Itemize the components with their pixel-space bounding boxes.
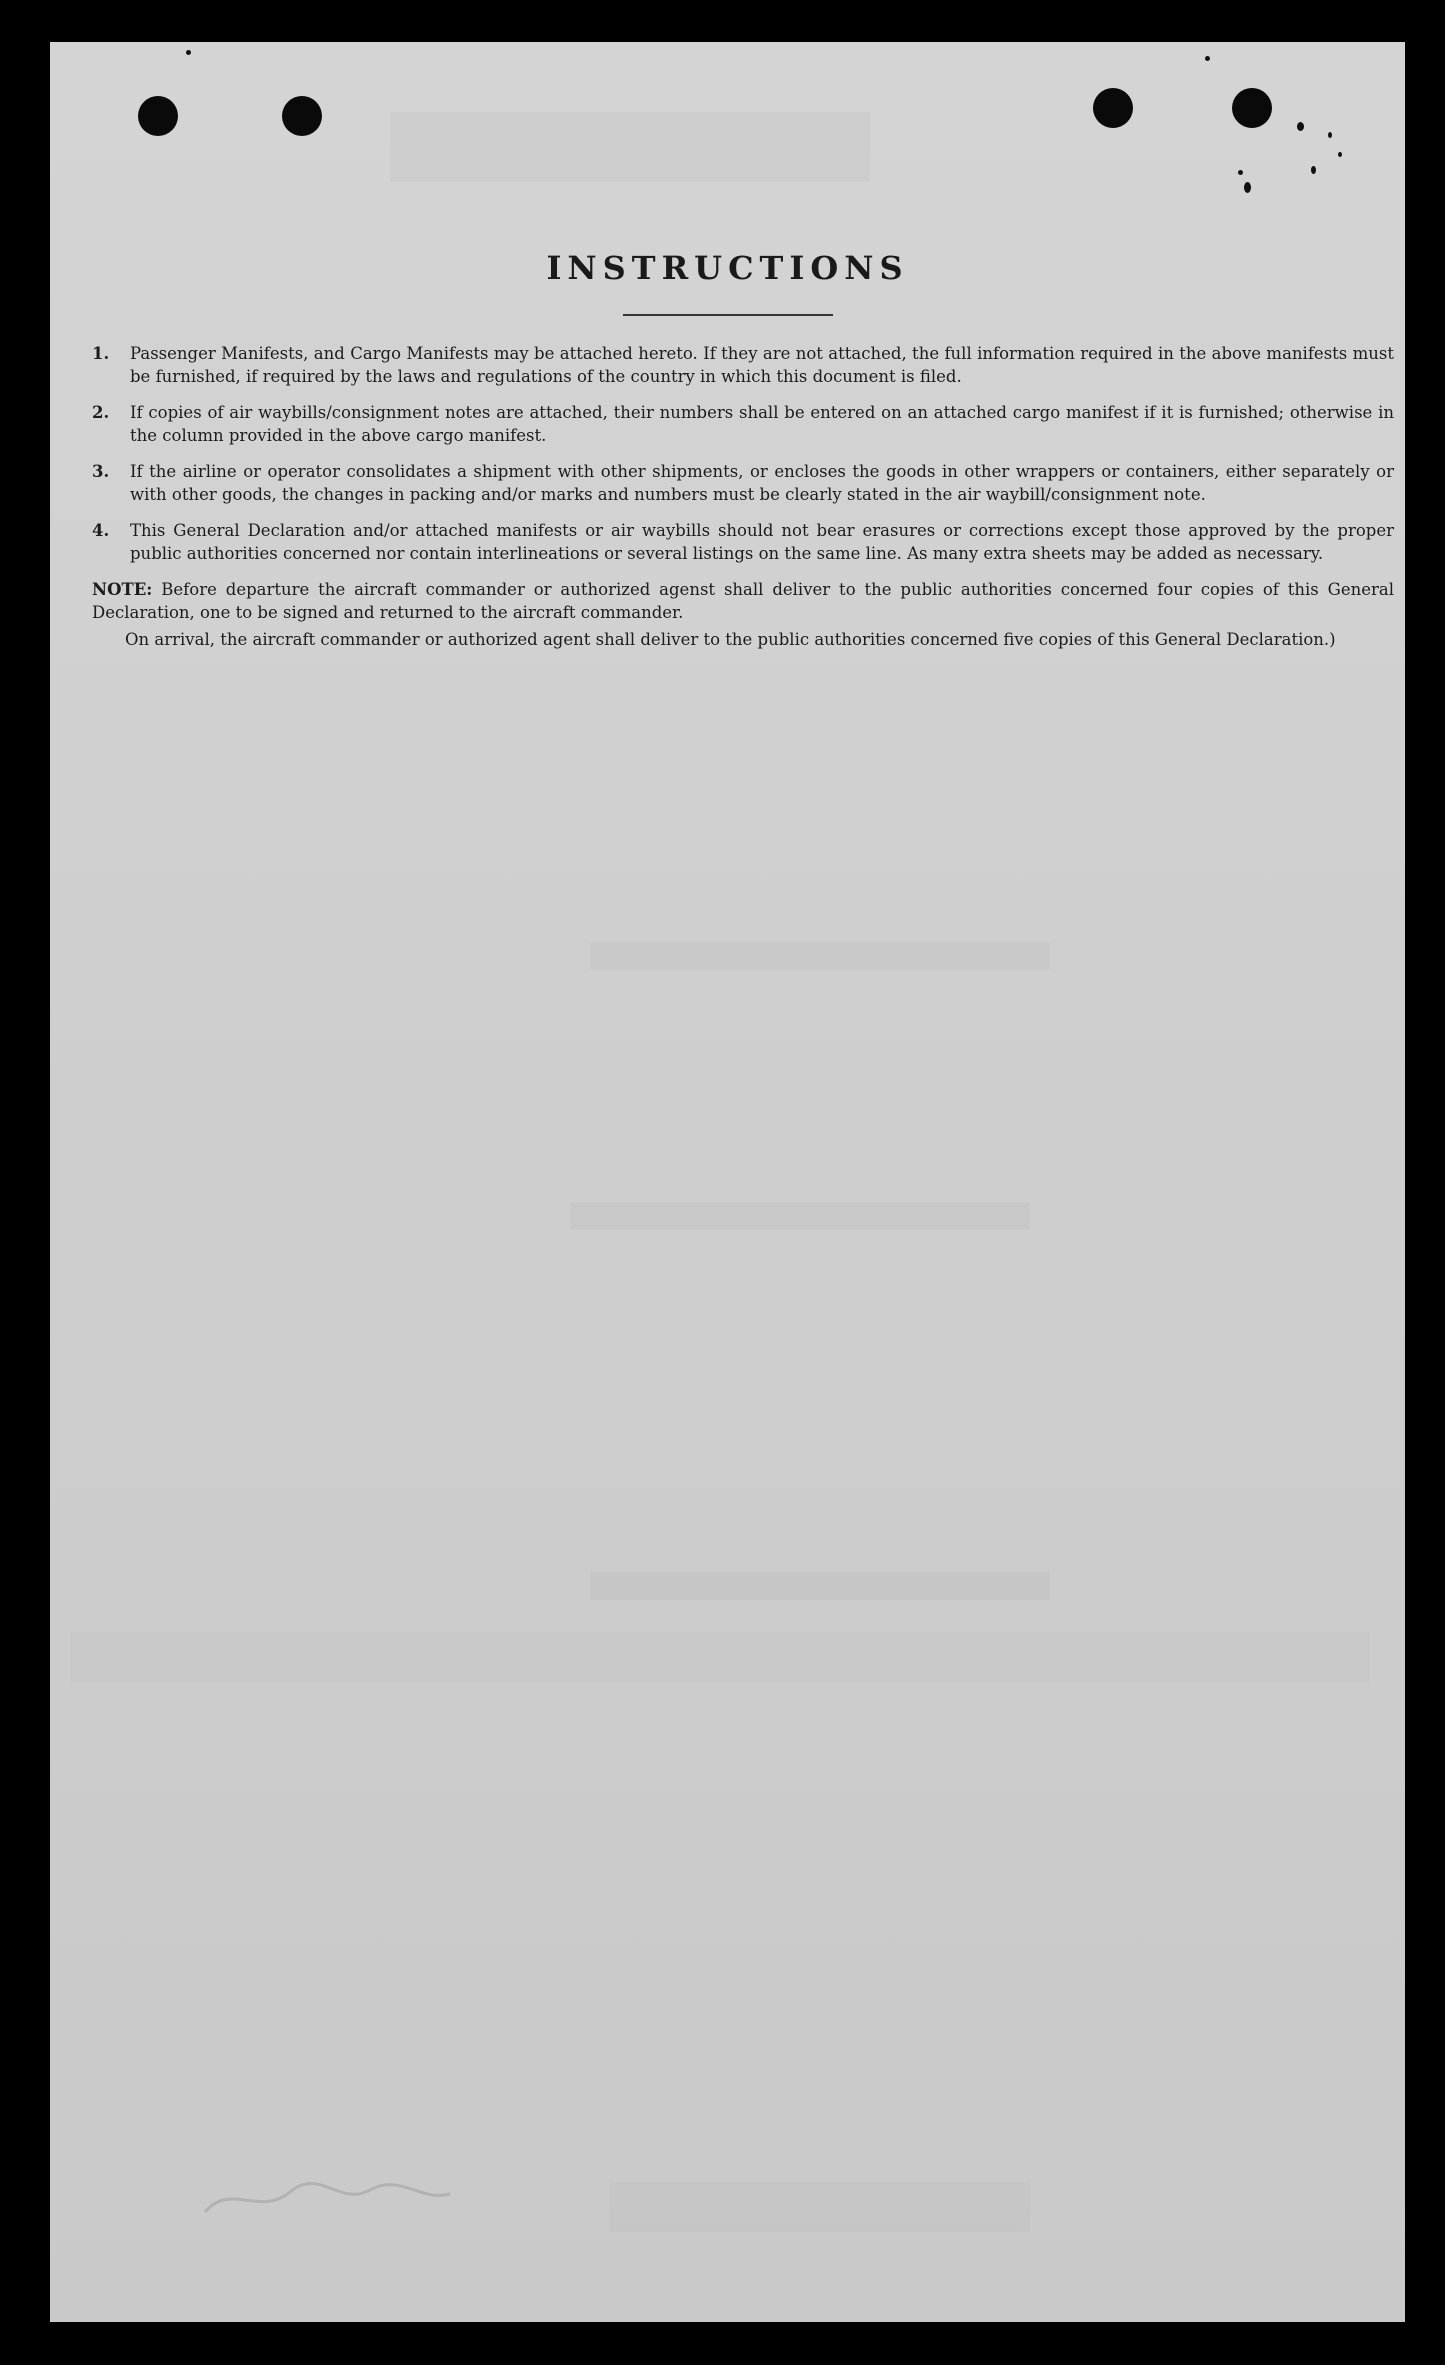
bleed-through-band xyxy=(590,1572,1050,1600)
bleed-through-band xyxy=(390,112,870,182)
bleed-through-band xyxy=(610,2182,1030,2232)
bleed-through-band xyxy=(570,1202,1030,1230)
instructions-title: INSTRUCTIONS xyxy=(546,249,909,287)
note-text: Before departure the aircraft commander or authorized agenst shall deliver to the public authorities concerned four copies of this General Declaration, one to be signed and returned to the aircraft commander. xyxy=(92,580,1394,622)
speck xyxy=(186,50,191,55)
document-page xyxy=(50,42,1405,2322)
note-arrival-paragraph: On arrival, the aircraft commander or authorized agent shall deliver to the public authorities concerned five copies of this General Declaration.) xyxy=(125,630,1336,649)
instruction-item xyxy=(92,401,1394,447)
instruction-item xyxy=(92,342,1394,388)
speck xyxy=(1338,152,1342,157)
instructions-list xyxy=(92,342,1394,651)
speck xyxy=(1238,170,1243,175)
speck xyxy=(1328,132,1332,138)
speck xyxy=(1297,122,1304,131)
instruction-item xyxy=(92,460,1394,506)
note-label: NOTE: xyxy=(92,580,153,599)
item-text: If the airline or operator consolidates a shipment with other shipments, or encloses the goods in other wrappers or containers, either separately or with other goods, the changes in packing and/or marks and numbers must be clearly stated in the air waybill/consignment note. xyxy=(130,462,1394,504)
punch-hole-left-2 xyxy=(282,96,322,136)
item-text: If copies of air waybills/consignment notes are attached, their numbers shall be entered on an attached cargo manifest if it is furnished; otherwise in the column provided in the above cargo manifest. xyxy=(130,403,1394,445)
punch-hole-right-1 xyxy=(1093,88,1133,128)
bleed-through-band xyxy=(70,1632,1370,1682)
speck xyxy=(1205,56,1210,61)
item-number: 4. xyxy=(92,521,110,540)
instruction-item xyxy=(92,519,1394,565)
item-number: 1. xyxy=(92,344,110,363)
note-paragraph xyxy=(92,578,1394,624)
item-number: 3. xyxy=(92,462,110,481)
title-underline xyxy=(623,314,833,316)
faint-signature-bleed-through xyxy=(200,2172,460,2222)
punch-hole-left-1 xyxy=(138,96,178,136)
item-text: Passenger Manifests, and Cargo Manifests may be attached hereto. If they are not attached, the full information required in the above manifests must be furnished, if required by the laws and regulations of the country in which this document is filed. xyxy=(130,344,1394,386)
item-number: 2. xyxy=(92,403,110,422)
punch-hole-right-2 xyxy=(1232,88,1272,128)
speck xyxy=(1311,166,1316,174)
speck xyxy=(1244,182,1251,193)
item-text: This General Declaration and/or attached manifests or air waybills should not bear erasures or corrections except those approved by the proper public authorities concerned nor contain interlineations or several listings on the same line. As many extra sheets may be added as necessary. xyxy=(130,521,1394,563)
bleed-through-band xyxy=(590,942,1050,970)
